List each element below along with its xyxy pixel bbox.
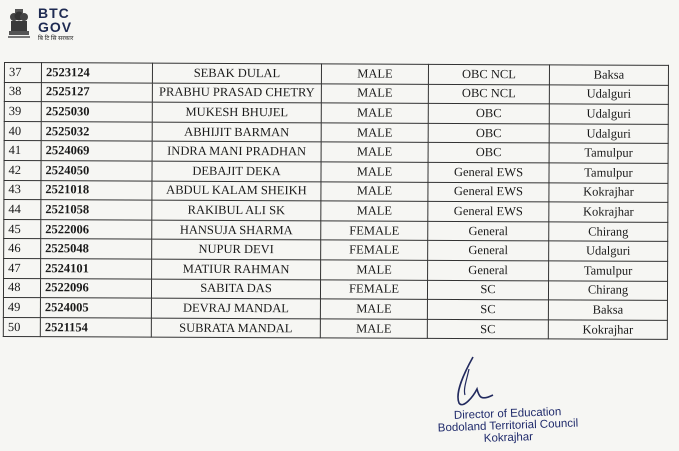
gender-cell: FEMALE [320,279,427,299]
signoff-place: Kokrajhar [483,431,534,445]
brand-line1: BTC [38,5,70,21]
district-cell: Udalguri [549,104,668,124]
name-cell: INDRA MANI PRADHAN [152,142,321,162]
category-cell: SC [427,299,548,319]
category-cell: General [428,260,549,280]
category-cell: OBC [428,143,549,163]
name-cell: MATIUR RAHMAN [152,259,321,279]
registration-cell: 2521018 [41,180,152,200]
district-cell: Tamulpur [549,261,668,281]
district-cell: Tamulpur [549,163,668,183]
district-cell: Udalguri [549,124,668,144]
name-cell: HANSUJA SHARMA [152,220,321,240]
signoff-designation: Director of Education [453,406,562,422]
category-cell: General [428,221,549,241]
gender-cell: MALE [321,123,428,143]
registration-cell: 2525030 [41,102,152,122]
serial-cell: 40 [4,121,41,141]
serial-cell: 38 [4,82,41,102]
district-cell: Kokrajhar [548,320,667,340]
gender-cell: MALE [321,201,428,221]
district-cell: Kokrajhar [549,182,668,202]
serial-cell: 37 [4,63,41,83]
registration-cell: 2525032 [41,121,152,141]
serial-cell: 43 [4,180,41,200]
registration-cell: 2524050 [41,161,152,181]
name-cell: DEBAJIT DEKA [152,161,321,181]
district-cell: Tamulpur [549,143,668,163]
btc-gov-logo [6,6,73,44]
serial-cell: 48 [3,278,40,298]
gender-cell: FEMALE [321,240,428,260]
district-cell: Chirang [548,280,667,300]
category-cell: OBC [428,104,549,124]
gender-cell: MALE [321,103,428,123]
registration-cell: 2521058 [41,200,152,220]
district-cell: Baksa [549,65,668,85]
signature-mark [433,355,503,410]
serial-cell: 49 [3,298,40,318]
registration-cell: 2521154 [40,317,151,337]
gender-cell: MALE [321,83,428,103]
name-cell: SEBAK DULAL [152,63,321,83]
table-row [3,317,667,339]
district-cell: Baksa [548,300,667,320]
name-cell: DEVRAJ MANDAL [151,298,320,318]
serial-cell: 45 [4,219,41,239]
district-cell: Udalguri [549,241,668,261]
registration-cell: 2524005 [40,298,151,318]
registration-cell: 2525127 [41,82,152,102]
category-cell: General EWS [428,182,549,202]
category-cell: OBC NCL [428,64,549,84]
district-cell: Chirang [549,222,668,242]
name-cell: MUKESH BHUJEL [152,102,321,122]
registration-cell: 2524069 [41,141,152,161]
serial-cell: 39 [4,102,41,122]
name-cell: PRABHU PRASAD CHETRY [152,83,321,103]
registration-cell: 2522096 [40,278,151,298]
district-cell: Kokrajhar [549,202,668,222]
gender-cell: MALE [320,299,427,319]
serial-cell: 50 [3,317,40,337]
registration-cell: 2523124 [41,63,152,83]
name-cell: ABDUL KALAM SHEIKH [152,181,321,201]
serial-cell: 41 [4,141,41,161]
category-cell: General [428,241,549,261]
category-cell: SC [427,280,548,300]
signoff-block [427,405,588,447]
gender-cell: MALE [321,162,428,182]
signoff-office: Bodoland Territorial Council [437,417,579,435]
name-cell: SUBRATA MANDAL [151,318,320,338]
gender-cell: MALE [321,260,428,280]
category-cell: OBC [428,123,549,143]
gender-cell: MALE [321,181,428,201]
name-cell: ABHIJIT BARMAN [152,122,321,142]
name-cell: NUPUR DEVI [152,239,321,259]
category-cell: SC [427,319,548,339]
category-cell: OBC NCL [428,84,549,104]
gender-cell: MALE [321,142,428,162]
serial-cell: 47 [4,258,41,278]
gender-cell: MALE [320,319,427,339]
gender-cell: FEMALE [321,221,428,241]
category-cell: General EWS [428,162,549,182]
gender-cell: MALE [321,64,428,84]
registration-cell: 2525048 [41,239,152,259]
name-cell: RAKIBUL ALI SK [152,200,321,220]
serial-cell: 46 [4,239,41,259]
brand-tagline: बि टि सि सरकार [38,36,74,42]
category-cell: General EWS [428,202,549,222]
registration-cell: 2522006 [41,219,152,239]
district-cell: Udalguri [549,84,668,104]
registration-cell: 2524101 [41,259,152,279]
serial-cell: 42 [4,160,41,180]
brand-line2: GOV [38,19,73,35]
ashoka-emblem-icon [6,6,32,44]
name-cell: SABITA DAS [151,279,320,299]
merit-list-table [3,62,669,340]
serial-cell: 44 [4,200,41,220]
